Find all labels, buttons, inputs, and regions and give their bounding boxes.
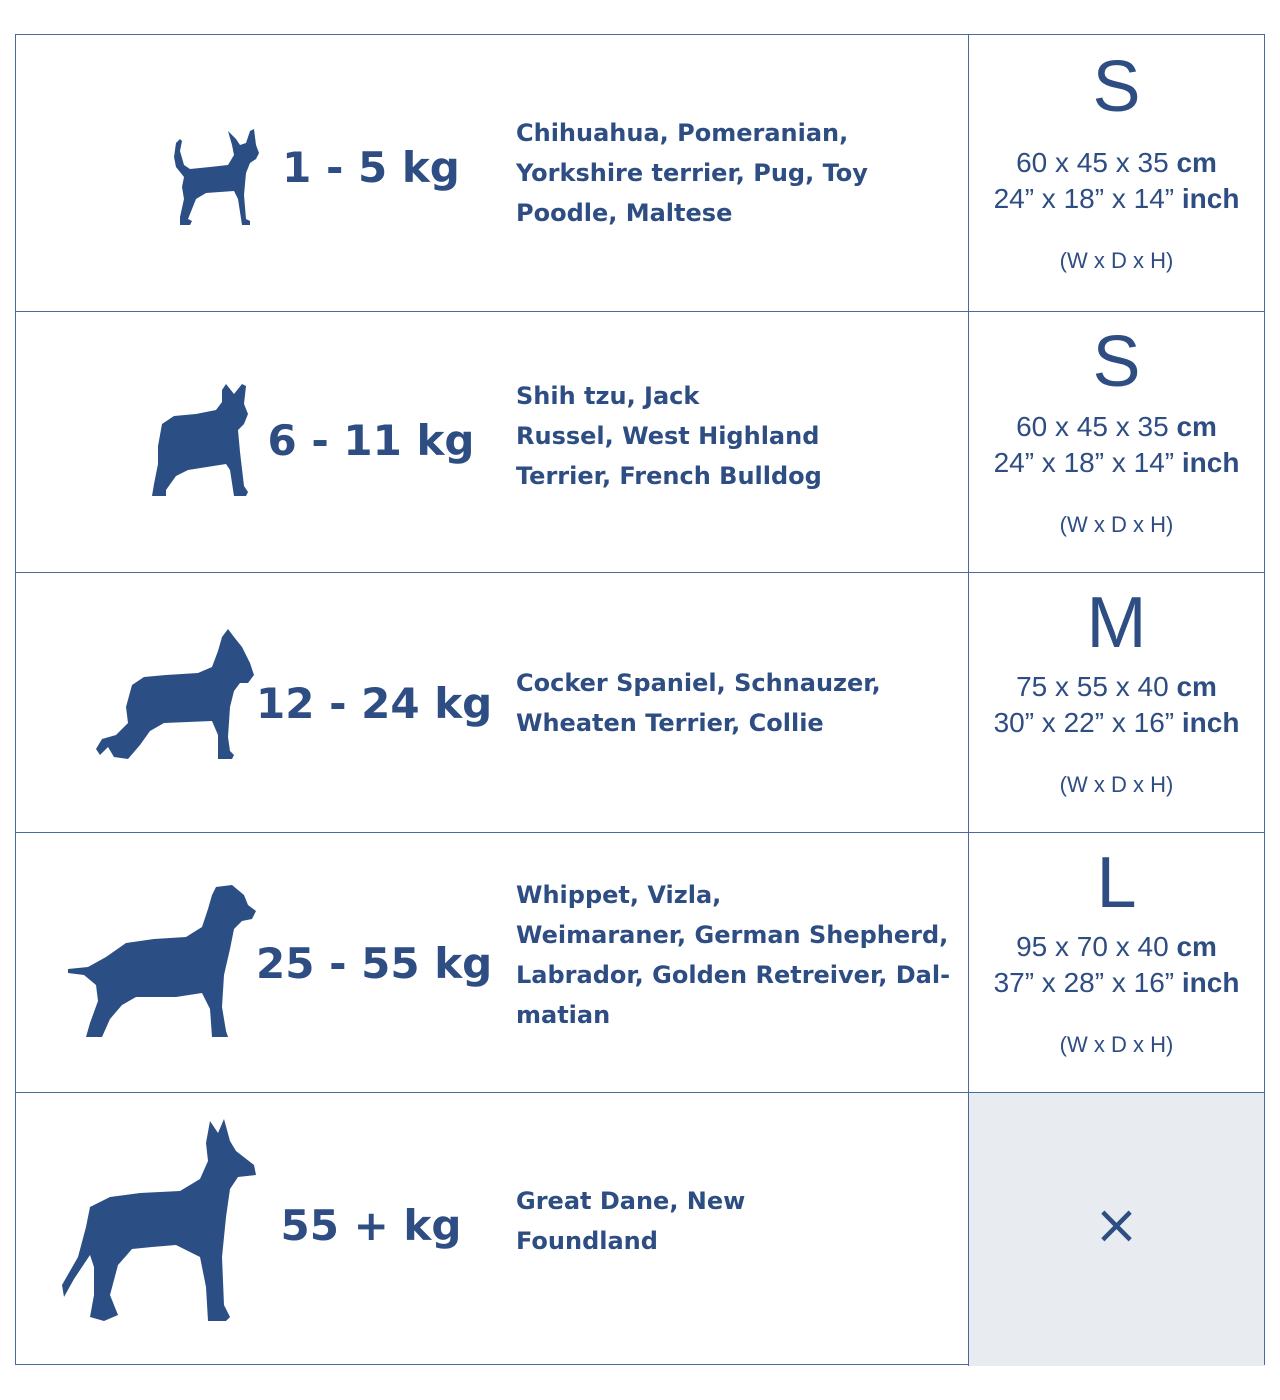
breed-line: matian [516, 1001, 611, 1029]
breed-line: Whippet, Vizla, [516, 881, 722, 909]
dimensions-inch-value: 24” x 18” x 14” [993, 183, 1175, 214]
cross-icon: × [1093, 1193, 1140, 1256]
dimensions-cm [969, 145, 1264, 181]
size-cell [969, 833, 1264, 1092]
breed-line: Russel, West Highland [516, 422, 820, 450]
breed-line: Labrador, Golden Retreiver, Dal- [516, 961, 951, 989]
dimensions-cm-unit: cm [1176, 671, 1217, 702]
breed-list [516, 663, 956, 743]
size-chart-table [15, 34, 1265, 1365]
breed-line: Cocker Spaniel, Schnauzer, [516, 669, 881, 697]
dimensions-inch [969, 181, 1264, 217]
size-row-1 [16, 35, 1264, 311]
breed-line: Shih tzu, Jack [516, 382, 700, 410]
breed-list [516, 1181, 956, 1261]
dimensions-inch [969, 965, 1264, 1001]
size-cell [969, 35, 1264, 311]
breed-line: Chihuahua, Pomeranian, [516, 119, 849, 147]
weight-range: 55 + kg [280, 1201, 462, 1250]
great-dane-icon [60, 1117, 260, 1323]
breed-line: Yorkshire terrier, Pug, Toy [516, 159, 868, 187]
size-row-2 [16, 311, 1264, 572]
schnauzer-icon [94, 627, 254, 761]
size-cell [969, 573, 1264, 832]
dimensions-cm-unit: cm [1176, 147, 1217, 178]
size-cell-unavailable [969, 1093, 1264, 1366]
breed-line: Foundland [516, 1227, 658, 1255]
dimension-order-note: (W x D x H) [1059, 772, 1174, 797]
breed-line: Poodle, Maltese [516, 199, 733, 227]
size-row-3 [16, 572, 1264, 832]
weight-range: 1 - 5 kg [282, 143, 460, 192]
dimensions-cm-value: 60 x 45 x 35 [1016, 411, 1169, 442]
size-letter: S [1092, 47, 1141, 127]
dimensions-inch-unit: inch [1181, 183, 1240, 214]
dimensions-inch-unit: inch [1181, 967, 1240, 998]
dimensions-inch [969, 445, 1264, 481]
size-row-4 [16, 832, 1264, 1092]
dimensions-cm-unit: cm [1176, 411, 1217, 442]
dimensions-cm-value: 75 x 55 x 40 [1016, 671, 1169, 702]
weight-range: 25 - 55 kg [256, 939, 493, 988]
french-bulldog-icon [148, 380, 258, 498]
dimensions-inch-unit: inch [1181, 707, 1240, 738]
dimensions-cm [969, 669, 1264, 705]
dimensions-inch-value: 24” x 18” x 14” [993, 447, 1175, 478]
breed-line: Great Dane, New [516, 1187, 746, 1215]
size-letter: S [1092, 322, 1141, 402]
size-row-5 [16, 1092, 1264, 1366]
dimensions-cm [969, 409, 1264, 445]
dimension-order-note: (W x D x H) [1059, 248, 1174, 273]
breed-list [516, 875, 956, 1035]
breed-line: Wheaten Terrier, Collie [516, 709, 824, 737]
dimension-order-note: (W x D x H) [1059, 512, 1174, 537]
breed-line: Terrier, French Bulldog [516, 462, 822, 490]
breed-line: Weimaraner, German Shepherd, [516, 921, 949, 949]
weight-range: 12 - 24 kg [256, 679, 493, 728]
dimensions-cm-value: 95 x 70 x 40 [1016, 931, 1169, 962]
weight-range: 6 - 11 kg [267, 416, 475, 465]
size-letter: M [1086, 583, 1147, 663]
dimensions-inch-value: 30” x 22” x 16” [993, 707, 1175, 738]
dimensions-inch-value: 37” x 28” x 16” [993, 967, 1175, 998]
dimension-order-note: (W x D x H) [1059, 1032, 1174, 1057]
dimensions-cm-value: 60 x 45 x 35 [1016, 147, 1169, 178]
dimensions-inch [969, 705, 1264, 741]
dimensions-cm [969, 929, 1264, 965]
size-cell [969, 312, 1264, 572]
size-letter: L [1096, 843, 1137, 923]
breed-list [516, 113, 956, 233]
chihuahua-icon [166, 127, 266, 227]
dimensions-inch-unit: inch [1181, 447, 1240, 478]
breed-list [516, 376, 956, 496]
labrador-icon [66, 883, 258, 1039]
dimensions-cm-unit: cm [1176, 931, 1217, 962]
